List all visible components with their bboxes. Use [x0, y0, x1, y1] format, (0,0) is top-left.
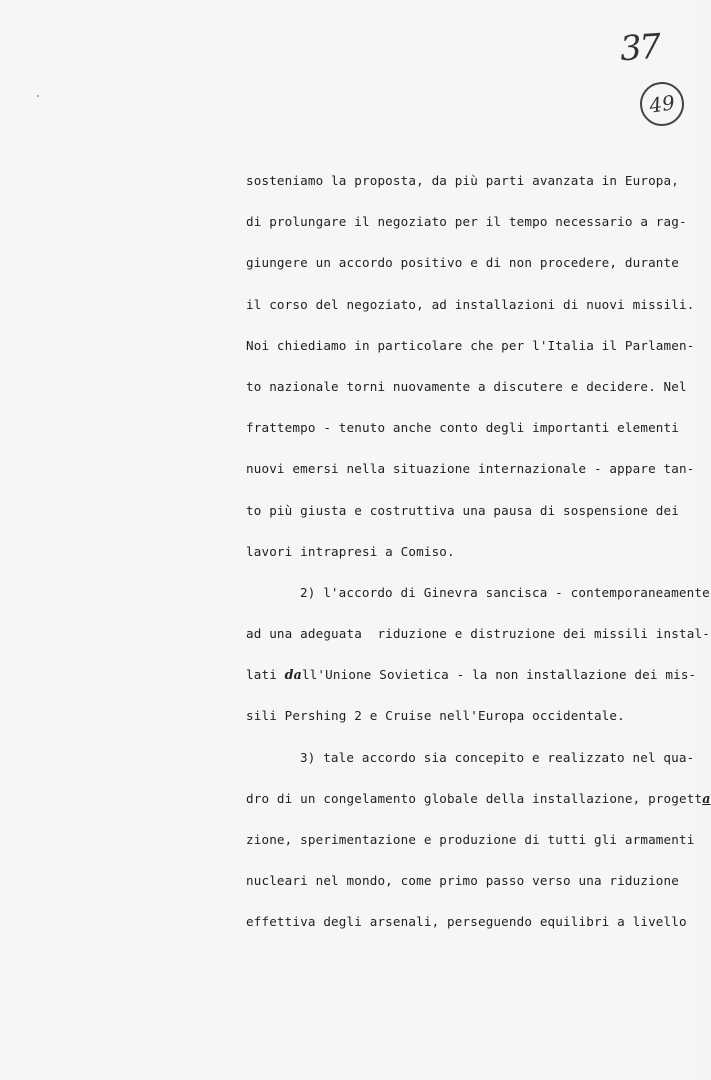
text-line: sosteniamo la proposta, da più parti avanzata in Europa, — [246, 173, 679, 188]
text-line-item-2: 2) l'accordo di Ginevra sancisca - contemporaneamente — [300, 584, 710, 600]
text-line: di prolungare il negoziato per il tempo necessario a rag- — [246, 214, 687, 230]
text-line-with-correction — [246, 788, 711, 829]
text-line: lavori intrapresi a Comiso. — [246, 543, 455, 559]
text-line: giungere un accordo positivo e di non procedere, durante — [246, 255, 679, 271]
text-line: to più giusta e costruttiva una pausa di sospensione dei — [246, 502, 679, 518]
handwritten-page-number: 37 — [618, 26, 661, 70]
line-prefix: lati — [246, 667, 285, 683]
text-line: zione, sperimentazione e produzione di tutti gli armamenti — [246, 832, 695, 847]
text-line: to nazionale torni nuovamente a discutere e decidere. Nel — [246, 378, 687, 394]
line-suffix: ll'Unione Sovietica - la non installazione dei mis- — [301, 667, 697, 683]
circled-page-number: 49 — [637, 79, 687, 129]
text-line: ad una adeguata riduzione e distruzione dei missili instal- — [246, 626, 710, 642]
line-prefix: dro di un congelamento globale della installazione, progett — [246, 790, 703, 806]
folio-annotation — [620, 28, 680, 138]
text-line: effettiva degli arsenali, perseguendo equilibri a livello — [246, 914, 687, 930]
handwritten-correction: da — [284, 667, 302, 683]
text-line: nucleari nel mondo, come primo passo verso una riduzione — [246, 873, 679, 889]
text-line: nuovi emersi nella situazione internazionale - appare tan- — [246, 461, 695, 477]
text-line: Noi chiediamo in particolare che per l'Italia il Parlamen- — [246, 337, 695, 353]
text-line-with-correction — [246, 664, 697, 705]
paper-speck — [37, 95, 39, 97]
text-line: frattempo - tenuto anche conto degli importanti elementi — [246, 420, 679, 436]
typewritten-body — [246, 170, 711, 953]
text-line: il corso del negoziato, ad installazioni di nuovi missili. — [246, 296, 695, 312]
text-line: sili Pershing 2 e Cruise nell'Europa occidentale. — [246, 708, 625, 724]
handwritten-correction: a — [702, 790, 711, 806]
text-line-item-3: 3) tale accordo sia concepito e realizzato nel qua- — [300, 749, 695, 765]
